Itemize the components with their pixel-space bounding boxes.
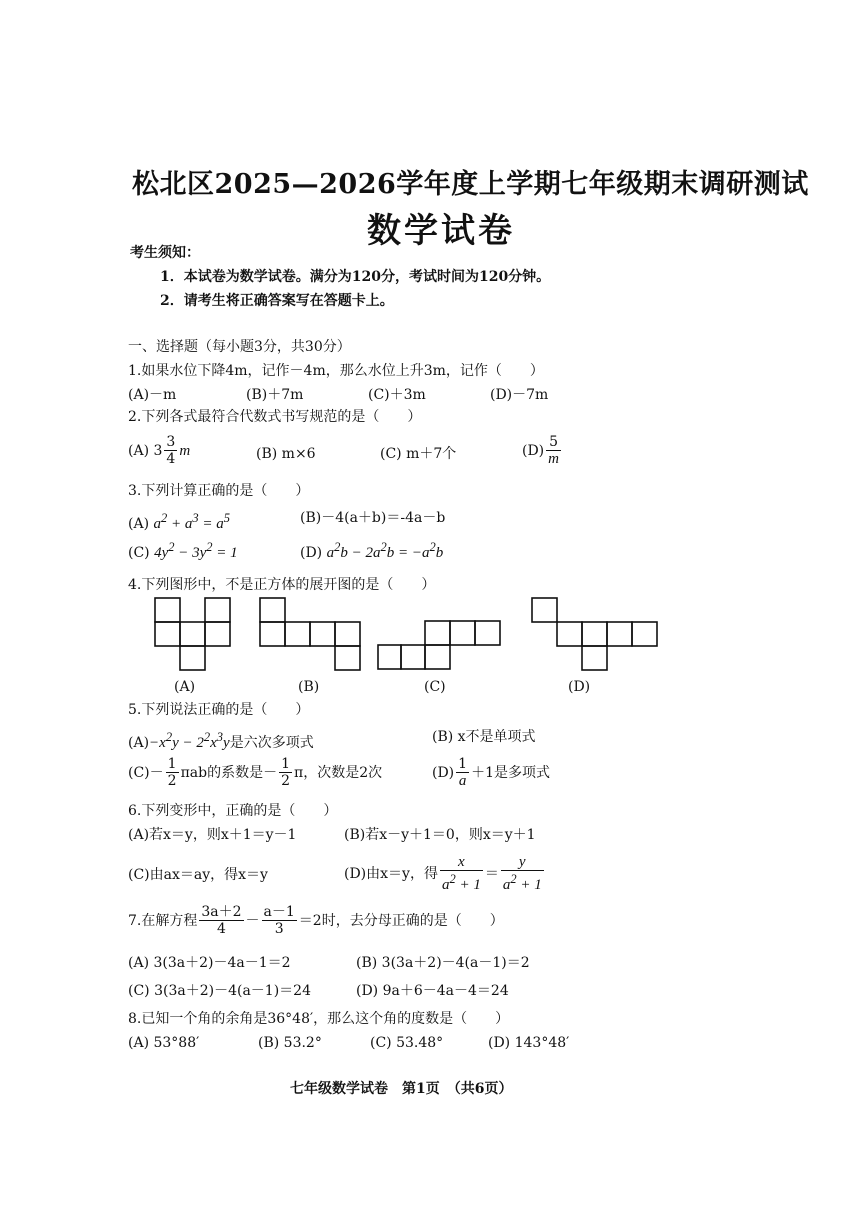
q7-fraction-2 [262,904,297,937]
q1-option-c: (C)＋3m [368,387,426,403]
q8-option-b: (B) 53.2° [258,1035,322,1051]
q2-d-den: m [548,451,559,467]
q5-c-tail: π，次数是2次 [294,764,383,781]
q4-net-c [375,618,505,674]
notice-item-1: 1．本试卷为数学试卷。满分为120分，考试时间为120分钟。 [160,269,551,285]
q7-option-c: (C) 3(3a＋2)－4(a－1)＝24 [128,983,311,999]
q6-d-fraction-1 [440,854,483,893]
q1-option-b: (B)＋7m [246,387,304,403]
q4-label-c: (C) [424,679,446,695]
q1-option-d: (D)－7m [490,387,549,403]
q4-label-b: (B) [298,679,320,695]
q8-option-c: (C) 53.48° [370,1035,444,1051]
q4-label-d: (D) [568,679,591,695]
q6-d-fraction-2 [501,854,544,893]
q7-stem-pre: 7.在解方程 [128,912,198,929]
q7-f1-num: 3a＋2 [201,904,242,920]
q7-f2-num: a－1 [263,904,295,920]
q3-option-d: (D) $a^2b - 2a^2b = -a^2b$ [300,540,444,561]
q5-d-fraction [456,756,469,789]
q2-a-fraction [164,434,177,467]
q7-fraction-1 [199,904,243,937]
q2-a-den: 4 [166,451,176,467]
q7-f2-den: 3 [274,921,284,937]
q7-option-a: (A) 3(3a＋2)－4a－1＝2 [128,955,291,971]
q2-d-fraction [546,434,561,467]
q6-d-label: (D)由x＝y，得 [344,865,438,882]
q2-a-num: 3 [166,434,176,450]
q5-c-den-2: 2 [281,773,290,789]
q7-f1-den: 4 [216,921,226,937]
q3-option-a: (A) $a^2 + a^3 = a^5$ [128,511,230,532]
exam-subtitle: 数学试卷 [367,211,515,251]
q2-option-c: (C) m＋7个 [380,446,457,462]
q5-c-den-1: 2 [167,773,177,789]
q5-option-a: $(A)-x^2y - 2^2x^3y$是六次多项式 [128,730,314,751]
q6-option-d: (D)由x＝y，得 $\frac{x}{a^2 + 1}$ ＝ $\frac{y}{a^2 + 1}$ [344,854,542,893]
q8-option-d: (D) 143°48′ [488,1035,570,1051]
q5-c-num-2: 1 [281,756,290,772]
q5-option-d [432,756,550,789]
q3-option-c: (C) $4y^2 - 3y^2 = 1$ [128,540,238,561]
notice-item-2: 2．请考生将正确答案写在答题卡上。 [160,293,394,309]
q5-d-tail: ＋1是多项式 [471,764,550,781]
q1-option-a: (A)－m [128,387,177,403]
q6-option-c: (C)由ax＝ay，得x＝y [128,867,268,883]
q3-d-label: (D) [300,545,323,561]
q4-label-a: (A) [174,679,196,695]
q4-net-b [255,596,365,674]
q2-stem: 2.下列各式最符合代数式书写规范的是（ ） [128,409,422,425]
q4-net-a [150,596,235,674]
q2-option-b: (B) m×6 [256,446,316,462]
exam-title: 松北区2025—2026学年度上学期七年级期末调研测试 [132,169,809,200]
q8-stem: 8.已知一个角的余角是36°48′，那么这个角的度数是（ ） [128,1011,510,1027]
q5-d-num: 1 [458,756,468,772]
q2-option-d [522,434,563,467]
q2-option-a [128,434,190,467]
notice-heading: 考生须知： [130,245,200,261]
q7-option-b: (B) 3(3a＋2)－4(a－1)＝2 [356,955,530,971]
q2-d-label: (D) [522,442,545,459]
q4-stem: 4.下列图形中，不是正方体的展开图的是（ ） [128,577,436,593]
q3-option-b: (B)－4(a＋b)＝-4a－b [300,510,446,526]
q6-d-num-2: y [501,854,544,871]
q6-d-den-1: $a^2 + 1$ [441,872,481,893]
q7-stem-post: ＝2时，去分母正确的是（ ） [298,912,504,929]
q5-option-c [128,756,382,789]
q5-d-label: (D) [432,764,455,781]
q6-d-den-2: $a^2 + 1$ [502,872,542,893]
q3-stem: 3.下列计算正确的是（ ） [128,483,310,499]
q2-a-tail: m [179,442,191,459]
q2-a-label: (A) 3 [128,442,163,459]
q5-c-mid: πab的系数是－ [180,764,278,781]
q5-option-b: (B) x不是单项式 [432,729,536,745]
q5-c-fraction-1 [166,756,179,789]
page-footer: 七年级数学试卷 第1页 （共6页） [290,1081,513,1097]
q6-option-b: (B)若x－y＋1＝0，则x＝y＋1 [344,827,536,843]
q5-c-fraction-2 [279,756,292,789]
q3-a-label: (A) [128,516,150,532]
q6-stem: 6.下列变形中，正确的是（ ） [128,803,338,819]
q6-option-a: (A)若x＝y，则x＋1＝y－1 [128,827,297,843]
section-heading: 一、选择题（每小题3分，共30分） [128,339,351,355]
q7-option-d: (D) 9a＋6－4a－4＝24 [356,983,509,999]
q2-d-num: 5 [546,434,561,451]
q8-option-a: (A) 53°88′ [128,1035,200,1051]
q4-net-d [528,594,663,672]
q3-c-label: (C) [128,545,150,561]
q5-c-num-1: 1 [167,756,177,772]
q6-d-num-1: x [440,854,483,871]
q5-stem: 5.下列说法正确的是（ ） [128,702,310,718]
q7-stem: 7.在解方程 $\frac{3a+2}{4}$ － $\frac{a-1}{3}$ ＝2时，去分母正确的是（ ） [128,904,504,937]
q1-stem: 1.如果水位下降4m，记作－4m，那么水位上升3m，记作（ ） [128,363,544,379]
q5-a-tail: 是六次多项式 [229,735,314,751]
q5-d-den: a [458,773,467,789]
q5-c-label: (C)－ [128,764,164,781]
